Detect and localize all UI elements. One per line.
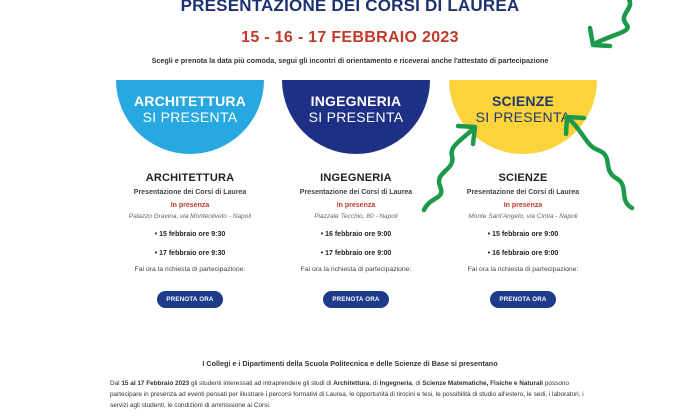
text-bold: Architettura	[333, 380, 370, 387]
request-text: Fai ora la richiesta di partecipazione:	[300, 266, 412, 273]
course-name: SCIENZE	[498, 172, 548, 184]
page-title: PRESENTAZIONE DEI CORSI DI LAUREA	[180, 0, 520, 15]
course-date: • 15 febbraio ore 9:30	[154, 231, 226, 238]
text-bold: Ingegneria	[379, 380, 412, 387]
section-title: I Collegi e i Dipartimenti della Scuola Politecnica e delle Scienze di Base si presentano	[202, 359, 498, 368]
course-card-architettura	[110, 80, 270, 308]
badge-title: SCIENZE	[491, 93, 555, 109]
badge-subtitle: SI PRESENTA	[475, 109, 571, 125]
course-date: • 17 febbraio ore 9:30	[154, 250, 226, 257]
course-date: • 16 febbraio ore 9:00	[487, 250, 559, 257]
request-text: Fai ora la richiesta di partecipazione:	[467, 266, 579, 273]
text-run: Dal	[110, 380, 122, 387]
course-card-scienze	[443, 80, 603, 308]
event-dates: 15 - 16 - 17 FEBBRAIO 2023	[241, 29, 459, 46]
text-run: possono partecipare in presenza ad eventi pensati per illustrare i percorsi formativi di Laurea, le opportunità di tirocini e tesi, le possibilità di studio all'estero, le sedi, i laboratori, i servizi agli studenti, le condizioni di ammissione ai Corsi.	[110, 380, 584, 409]
badge-subtitle: SI PRESENTA	[308, 109, 404, 125]
course-mode: In presenza	[503, 202, 543, 209]
prenota-button-scienze[interactable]: PRENOTA ORA	[490, 291, 555, 308]
text-run: gli studenti interessati ad intraprendere gli studi di	[189, 380, 334, 387]
course-date: • 17 febbraio ore 9:00	[320, 250, 392, 257]
prenota-button-architettura[interactable]: PRENOTA ORA	[157, 291, 222, 308]
text-bold: 15 al 17 Febbraio 2023	[121, 380, 190, 387]
badge-title: INGEGNERIA	[310, 93, 402, 109]
course-address: Palazzo Gravina, via Monteoliveto - Napoli	[128, 213, 252, 220]
section-paragraph	[110, 378, 590, 411]
course-name: ARCHITETTURA	[145, 172, 235, 184]
intro-text: Scegli e prenota la data più comoda, segui gli incontri di orientamento e riceverai anche l'attestato di partecipazione	[151, 56, 549, 65]
badge-subtitle: SI PRESENTA	[142, 109, 238, 125]
course-mode: In presenza	[336, 202, 376, 209]
badge-title: ARCHITETTURA	[133, 93, 247, 109]
course-address: Monte Sant'Angelo, via Cintia - Napoli	[468, 213, 578, 220]
text-bold: Scienze Matematiche, Fisiche e Naturali	[422, 380, 544, 387]
course-address: Piazzale Tecchio, 80 - Napoli	[314, 213, 398, 220]
course-date: • 16 febbraio ore 9:00	[320, 231, 392, 238]
course-badge-scienze	[449, 80, 597, 154]
course-name: INGEGNERIA	[320, 172, 392, 184]
course-card-ingegneria	[276, 80, 436, 308]
request-text: Fai ora la richiesta di partecipazione:	[134, 266, 246, 273]
course-badge-architettura	[116, 80, 264, 154]
course-subtitle: Presentazione dei Corsi di Laurea	[299, 189, 413, 196]
course-date: • 15 febbraio ore 9:00	[487, 231, 559, 238]
course-subtitle: Presentazione dei Corsi di Laurea	[466, 189, 580, 196]
course-badge-ingegneria	[282, 80, 430, 154]
text-run: , di	[411, 380, 423, 387]
course-subtitle: Presentazione dei Corsi di Laurea	[133, 189, 247, 196]
text-run: , di	[369, 380, 380, 387]
prenota-button-ingegneria[interactable]: PRENOTA ORA	[323, 291, 388, 308]
course-mode: In presenza	[170, 202, 210, 209]
